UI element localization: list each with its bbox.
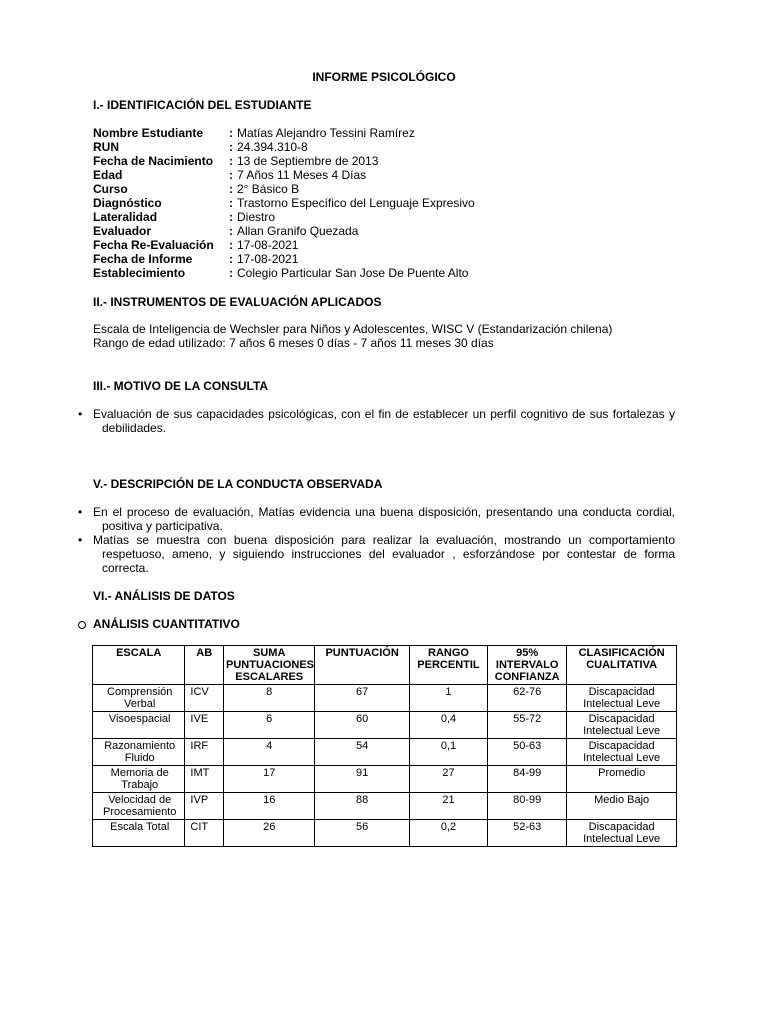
report-title: INFORME PSICOLÓGICO <box>312 70 456 84</box>
table-cell: Discapacidad Intelectual Leve <box>567 685 677 712</box>
id-value: 2° Básico B <box>237 182 300 196</box>
id-value: 17-08-2021 <box>237 238 299 252</box>
conducta-bullet-text: En el proceso de evaluación, Matías evidencia una buena disposición, presentando una conducta cordial, positiva y participativa. <box>93 505 675 533</box>
id-label: Fecha Re-Evaluación <box>93 238 214 252</box>
id-row-informe <box>93 252 475 266</box>
section-analisis-heading: VI.- ANÁLISIS DE DATOS <box>93 589 235 603</box>
id-value: 24.394.310-8 <box>237 140 308 154</box>
table-cell: 80-99 <box>488 793 567 820</box>
table-cell: 16 <box>224 793 315 820</box>
id-label: Lateralidad <box>93 210 158 224</box>
identification-block <box>93 126 475 280</box>
id-label: Edad <box>93 168 123 182</box>
section-motivo-heading: III.- MOTIVO DE LA CONSULTA <box>93 379 269 393</box>
id-colon: : <box>229 126 233 140</box>
table-cell: 4 <box>224 739 315 766</box>
table-header: PUNTUACIÓN <box>315 646 409 685</box>
table-cell: 55-72 <box>488 712 567 739</box>
id-colon: : <box>229 154 233 168</box>
id-row-diagnostico <box>93 196 475 210</box>
id-value: 17-08-2021 <box>237 252 299 266</box>
id-value: Colegio Particular San Jose De Puente Alto <box>237 266 469 280</box>
table-row <box>93 739 677 766</box>
table-cell: 50-63 <box>488 739 567 766</box>
table-cell: 0,2 <box>409 820 487 847</box>
id-label: Nombre Estudiante <box>93 126 204 140</box>
table-cell: 21 <box>409 793 487 820</box>
bullet-icon: • <box>78 533 83 547</box>
id-value: Diestro <box>237 210 276 224</box>
table-cell: 91 <box>315 766 409 793</box>
results-table <box>92 645 677 847</box>
table-cell: IRF <box>185 739 224 766</box>
id-value: 13 de Septiembre de 2013 <box>237 154 379 168</box>
table-cell: Visoespacial <box>93 712 185 739</box>
table-cell: 8 <box>224 685 315 712</box>
id-colon: : <box>229 182 233 196</box>
table-cell: 60 <box>315 712 409 739</box>
table-row <box>93 712 677 739</box>
id-value: Allan Granifo Quezada <box>237 224 359 238</box>
table-cell: IVE <box>185 712 224 739</box>
table-cell: 26 <box>224 820 315 847</box>
table-cell: 67 <box>315 685 409 712</box>
table-cell: Memoria de Trabajo <box>93 766 185 793</box>
id-label: RUN <box>93 140 119 154</box>
section-cuantitativo-heading: ANÁLISIS CUANTITATIVO <box>93 617 240 631</box>
id-row-run <box>93 140 475 154</box>
table-cell: Razonamiento Fluido <box>93 739 185 766</box>
table-cell: 27 <box>409 766 487 793</box>
id-row-edad <box>93 168 475 182</box>
id-value: Trastorno Específico del Lenguaje Expresivo <box>237 196 475 210</box>
table-cell: 1 <box>409 685 487 712</box>
id-label: Fecha de Informe <box>93 252 193 266</box>
id-colon: : <box>229 266 233 280</box>
table-cell: IVP <box>185 793 224 820</box>
table-cell: IMT <box>185 766 224 793</box>
id-label: Curso <box>93 182 128 196</box>
id-label: Establecimiento <box>93 266 186 280</box>
table-header: 95% INTERVALO CONFIANZA <box>488 646 567 685</box>
conducta-bullet-1 <box>78 505 675 533</box>
table-cell: CIT <box>185 820 224 847</box>
table-cell: 0,4 <box>409 712 487 739</box>
instrumentos-line-1: Escala de Inteligencia de Wechsler para Niños y Adolescentes, WISC V (Estandarización chilena) <box>93 322 613 336</box>
bullet-icon: • <box>78 407 83 421</box>
table-cell: 84-99 <box>488 766 567 793</box>
table-cell: 6 <box>224 712 315 739</box>
motivo-bullet <box>78 407 675 435</box>
table-header: ESCALA <box>93 646 185 685</box>
table-row <box>93 766 677 793</box>
table-cell: 56 <box>315 820 409 847</box>
bullet-icon: • <box>78 505 83 519</box>
instrumentos-line-2: Rango de edad utilizado: 7 años 6 meses 0 días - 7 años 11 meses 30 días <box>93 336 494 350</box>
id-colon: : <box>229 196 233 210</box>
table-cell: Escala Total <box>93 820 185 847</box>
table-cell: 62-76 <box>488 685 567 712</box>
table-cell: 54 <box>315 739 409 766</box>
table-row <box>93 685 677 712</box>
motivo-bullet-text: Evaluación de sus capacidades psicológicas, con el fin de establecer un perfil cognitivo de sus fortalezas y debilidades. <box>93 407 675 435</box>
table-cell: ICV <box>185 685 224 712</box>
table-row <box>93 793 677 820</box>
id-colon: : <box>229 238 233 252</box>
table-header: CLASIFICACIÓN CUALITATIVA <box>567 646 677 685</box>
table-cell: Discapacidad Intelectual Leve <box>567 712 677 739</box>
id-label: Evaluador <box>93 224 152 238</box>
table-header-row <box>93 646 677 685</box>
id-row-lateralidad <box>93 210 475 224</box>
conducta-bullet-2 <box>78 533 675 575</box>
table-row <box>93 820 677 847</box>
id-row-evaluador <box>93 224 475 238</box>
section-conducta-heading: V.- DESCRIPCIÓN DE LA CONDUCTA OBSERVADA <box>93 477 383 491</box>
table-cell: Comprensión Verbal <box>93 685 185 712</box>
table-header: RANGO PERCENTIL <box>409 646 487 685</box>
id-colon: : <box>229 140 233 154</box>
id-row-reevaluacion <box>93 238 475 252</box>
table-cell: Promedio <box>567 766 677 793</box>
id-row-nacimiento <box>93 154 475 168</box>
table-cell: Velocidad de Procesamiento <box>93 793 185 820</box>
section-instrumentos-heading: II.- INSTRUMENTOS DE EVALUACIÓN APLICADOS <box>93 295 382 309</box>
id-value: Matías Alejandro Tessini Ramírez <box>237 126 415 140</box>
table-cell: Medio Bajo <box>567 793 677 820</box>
table-header: SUMA PUNTUACIONES ESCALARES <box>224 646 315 685</box>
id-colon: : <box>229 210 233 224</box>
id-label: Diagnóstico <box>93 196 162 210</box>
table-cell: 0,1 <box>409 739 487 766</box>
conducta-bullet-text: Matías se muestra con buena disposición para realizar la evaluación, mostrando un comportamiento respetuoso, ameno, y siguiendo instrucciones del evaluador , esforzándose por contestar de forma correcta. <box>93 533 675 575</box>
table-cell: 52-63 <box>488 820 567 847</box>
table-cell: Discapacidad Intelectual Leve <box>567 820 677 847</box>
table-cell: 88 <box>315 793 409 820</box>
table-cell: Discapacidad Intelectual Leve <box>567 739 677 766</box>
id-value: 7 Años 11 Meses 4 Días <box>237 168 367 182</box>
table-cell: 17 <box>224 766 315 793</box>
circle-bullet-icon <box>78 621 86 629</box>
id-colon: : <box>229 168 233 182</box>
table-header: AB <box>185 646 224 685</box>
id-row-establecimiento <box>93 266 475 280</box>
id-colon: : <box>229 224 233 238</box>
section-identificacion-heading: I.- IDENTIFICACIÓN DEL ESTUDIANTE <box>93 98 312 112</box>
id-row-nombre <box>93 126 475 140</box>
id-label: Fecha de Nacimiento <box>93 154 214 168</box>
id-row-curso <box>93 182 475 196</box>
id-colon: : <box>229 252 233 266</box>
